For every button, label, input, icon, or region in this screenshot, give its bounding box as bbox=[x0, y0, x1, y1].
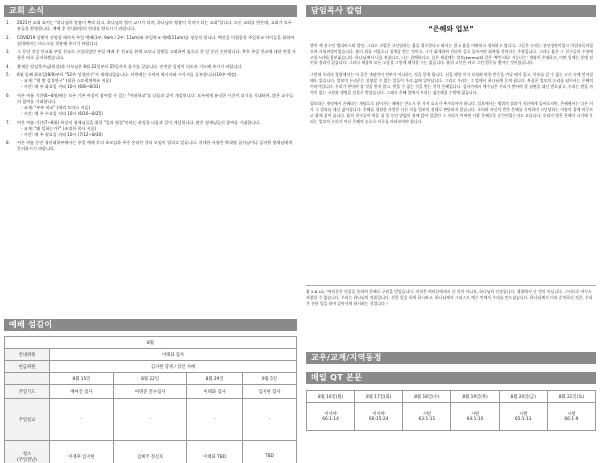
qt-ref: 66:15-24 bbox=[369, 417, 389, 422]
cleaning-label: 청소 (주일전날) bbox=[5, 441, 50, 463]
news-item-body bbox=[17, 120, 296, 138]
usher-value: 이태화 집사 bbox=[50, 349, 297, 361]
date-header: 8월 29일 bbox=[187, 373, 242, 385]
qt-date: 8월 19일(목) bbox=[451, 391, 499, 403]
qt-date: 8월 21일(토) bbox=[547, 391, 595, 403]
news-item-text: 황재중 담임목사님(원장)과 사모님은 8월 22일부터 25일까지 휴가를 갖습니다. 안전한 일정이 되도록 기도해 주시기 바랍니다. bbox=[17, 63, 243, 69]
qt-passage bbox=[403, 403, 451, 431]
news-section-header: 교회 소식 bbox=[4, 5, 297, 17]
usher-label: 안내위원 bbox=[5, 349, 50, 361]
daily-qt-table bbox=[306, 390, 596, 431]
community-news-header: 교우/교계/지역동정 bbox=[306, 352, 596, 364]
qt-ref: 65:1-13 bbox=[514, 417, 532, 422]
column-paragraph: 그런데 우리의 경험에서는 이 같은 개념만이 전부가 아니라는 것을 알게 됩니다. 선을 행한 이가 오히려 악한 반응을 만날 때가 있고, 이유를 알 수 없는 고난 속에 던져질 때도 있습니다. 업보의 논리로는 설명할 수 없는 일들이 우리 삶에 일어납니다. 그리고 우리는 그 앞에서 하나님께 묻게 됩니다. 복음은 업보의 논리를 넘어서는 은혜의 이야기입니다. 우리가 받아야 할 것을 받지 않고, 받을 수 없는 것을 받는 것이 은혜입니다. 십자가에서 예수님은 우리가 받아야 할 심판을 대신 받으셨고, 우리는 받을 자격이 없는 구원과 생명을 선물로 받았습니다. 그래서 은혜 앞에서 우리는 겸손해질 수밖에 없습니다. bbox=[310, 72, 593, 95]
prayer-cell: 배여진 집사 bbox=[50, 385, 114, 399]
qt-date: 8월 20일(금) bbox=[499, 391, 547, 403]
prayer-cell: 임지현 집사 bbox=[242, 385, 296, 399]
news-item-detail: - 교재: "책 별 성경연구" (월한 스트럭쳐북유 지음) bbox=[21, 78, 112, 84]
date-header: 8월 22일 bbox=[113, 373, 187, 385]
fellowship-label: 주일친교 bbox=[5, 399, 50, 441]
qt-ref: 64:1-10 bbox=[466, 417, 484, 422]
qt-book: 시편 bbox=[519, 412, 528, 417]
qt-passage bbox=[499, 403, 547, 431]
qt-book: 시편 bbox=[567, 412, 576, 417]
news-item-body bbox=[17, 64, 296, 70]
qt-book: 시편 bbox=[422, 412, 432, 417]
worship-servants-table bbox=[4, 336, 297, 463]
qt-ref: 63:1-11 bbox=[418, 417, 436, 422]
news-item-number: 5. bbox=[6, 72, 10, 78]
news-item-body bbox=[17, 49, 296, 61]
column-paragraph: 몇이 세 친구인 엘리바스와 빌닷, 그리고 소발은 고난당하는 욥을 위로한다고 와서는 결국 욥을 비판하고 정죄하고 맙니다. 그들은 논리는 권선징악이었고 자업자득이었으며 사필귀정이었습니다. 욥이 죄를 지었으니 징계를 받는 것이고, 그가 회개하여 진리의 길로 돌아서면 회복될 것이라는 주장입니다. 그러나 욥은 그 친구들의 주장에 고통스러워 울부짖습니다. 하나님께서 나를 치셨다고, 나는 결백하다고. 물론 세상에는 업보(karma)와 같은 '뿌린 대로 거둔다는' 개념이 존재하고, 어떤 일에는 분명 원인과 결과가 있습니다. 그러나 세상의 모든 고통을 그렇게 해석할 수는 없습니다. 욥의 고난은 바로 그런 범주를 벗어난 것이었습니다. bbox=[310, 43, 593, 66]
qt-passage bbox=[355, 403, 403, 431]
qt-ref: 66:1-14 bbox=[322, 417, 339, 422]
qt-book: 시편 bbox=[470, 412, 480, 417]
news-item-detail: - 시간: 매 주 수요일 저녁 10시 (6/16~8/25) bbox=[21, 110, 103, 116]
date-header: 9월 5일 bbox=[242, 373, 296, 385]
qt-date: 8월 18일(수) bbox=[403, 391, 451, 403]
news-item-number: 3. bbox=[6, 49, 10, 55]
news-item bbox=[6, 49, 296, 61]
news-item-body bbox=[17, 93, 296, 117]
offering-value: 김지원 형제 / 장진 자매 bbox=[50, 361, 297, 373]
news-item-body bbox=[17, 20, 296, 32]
news-item-number: 1. bbox=[6, 20, 10, 25]
qt-book: 이사야 bbox=[372, 412, 385, 417]
news-item bbox=[6, 20, 296, 32]
news-list bbox=[6, 20, 296, 155]
news-item-detail: - 교재: "왜 일하는가?" (조정한 목사 지음) bbox=[21, 125, 97, 131]
news-item bbox=[6, 64, 296, 70]
offering-label: 헌금위원 bbox=[5, 361, 50, 373]
column-title: “은혜와 업보” bbox=[428, 25, 474, 33]
daily-qt-header: 매일 QT 본문 bbox=[306, 372, 596, 384]
prayer-cell: 이태화 집사 bbox=[187, 385, 242, 399]
news-item bbox=[6, 140, 296, 152]
prayer-cell: 여명준 안수집사 bbox=[113, 385, 187, 399]
news-item bbox=[6, 72, 296, 90]
fellowship-cell: - bbox=[50, 399, 114, 441]
cleaning-cell: 김예주 정신호 bbox=[113, 441, 187, 463]
news-item-number: 2. bbox=[6, 34, 10, 40]
news-item bbox=[6, 120, 296, 138]
news-item-detail: - 시간: 매 주 화요일 저녁 10시 (6/8~8/31) bbox=[21, 84, 101, 90]
news-item-number: 4. bbox=[6, 63, 10, 69]
news-item-detail: - 교재: "부부 학교" (게리 토마스 지음) bbox=[21, 104, 91, 110]
news-item-number: 8. bbox=[6, 140, 10, 146]
qt-passage bbox=[547, 403, 595, 431]
news-item-number: 6. bbox=[6, 92, 10, 98]
month-cell: 8월 bbox=[5, 337, 297, 349]
news-item bbox=[6, 93, 296, 117]
news-item-text: COVID19 상황이 진정될 때까지 주일 예배(1부: 9am / 2부: 11am)와 주일학교 예배(11am)를 정상적 합니다. 백신을 미접종한 주일학교 아이들을 위하여 실내에서는 마스크를 착용해 주시기 바랍니다. bbox=[17, 34, 295, 46]
fellowship-cell: - bbox=[187, 399, 242, 441]
news-item-text: 6월 둘째 화요일(8/9)부터 "52주 성경연구"가 재개되었습니다. 이번에는 구약의 역사서와 시가서를 공부합니다(10주 예정). bbox=[17, 72, 238, 78]
news-item-body bbox=[17, 72, 296, 90]
news-item-text: 어른 여름 기간(7~8월) 특강의 형제님들을 위한 "일과 영성"이라는 과정을 다음과 같이 개설합니다. 많은 형제님들의 참여를 기대합니다. bbox=[17, 119, 261, 125]
fellowship-cell: - bbox=[242, 399, 296, 441]
news-item-text: 2021년 교회 표어는 "하나님의 말씀이 뿌리 되고, 하나님의 영이 교사가 되며, 하나님의 영광이 목적이 되는 교회"입니다. 모든 교회를 받은데, 교회가 모두 분들을 환영합니다. 예배 후 안내위원의 안내를 받으시기 바랍니다. bbox=[17, 20, 292, 31]
qt-date: 8월 17일(화) bbox=[355, 391, 403, 403]
news-item-text: 어른 여름 기간(6~8월)에는 모든 기본 여성이 참여할 수 있는 "아내학교"를 다음과 같이 개설합니다. 모두에게 유익한 시간이 되기를 기대하며, 많은 교우들의 참여를 기대합니다. bbox=[17, 92, 294, 104]
news-item-body bbox=[17, 140, 296, 152]
worship-section-header: 예배 섬김이 bbox=[4, 319, 297, 331]
cleaning-cell: TBD bbox=[242, 441, 296, 463]
cleaning-cell: 이재후 임지현 bbox=[50, 441, 114, 463]
qt-ref: 66:1-9 bbox=[564, 417, 579, 422]
date-header: 8월 15일 bbox=[50, 373, 114, 385]
column-verse: 욥 2:8-10, "여러분은 믿음을 통하여 은혜로 구원을 얻었습니다. 이것은 여러분에게서 난 것이 아니요, 하나님의 선물입니다. 행위에서 난 것이 아닙니다. 그러므로 아무도 자랑할 수 없습니다. 우리는 하나님의 작품입니다. 선한 일을 하게 하시려고, 하나님께서 그리스도 예수 안에서 우리를 만드셨습니다. 하나님께서 미리 준비하신 것은, 우리가 선한 일을 하며 살아가게 하시려는 것입니다." bbox=[306, 285, 596, 306]
news-item-number: 7. bbox=[6, 119, 10, 125]
qt-book: 이사야 bbox=[324, 412, 337, 417]
pastor-column-header: 담임목사 칼럼 bbox=[306, 5, 596, 17]
qt-passage bbox=[451, 403, 499, 431]
fellowship-cell: - bbox=[113, 399, 187, 441]
prayer-label: 주일기도 bbox=[5, 385, 50, 399]
news-item-detail: - 시간: 매 주 월요일 저녁 10시 (7/12~8/30) bbox=[21, 131, 103, 137]
date-header-empty bbox=[5, 373, 50, 385]
news-item-body bbox=[17, 35, 296, 47]
qt-date: 8월 16일(월) bbox=[307, 391, 355, 403]
cleaning-cell: 이태화 TBD bbox=[187, 441, 242, 463]
column-body bbox=[310, 43, 593, 131]
column-paragraph: 업보라는 개념에서 은혜라는 개념으로 넘어가는 때에는 반드시 한 가지 요소가 추가되어야 합니다. 업보에서는 행위의 결과가 자신에게 돌아오지만, 은혜에서는 다른 이가 그 결과를 대신 짊어집니다. 은혜를 경험한 사람은 다른 이를 업보의 잣대로 판단하지 않습니다. 오히려 자신이 받은 은혜를 기억하며 고난당하는 이웃의 곁에 머무르고 함께 울어 줍니다. 욥의 친구들이 처음 칠 일 동안 말없이 함께 앉아 있었던 그 자리가 어쩌면 가장 은혜로운 순간이었는지도 모릅니다. 우리가 받은 은혜가 크기에 우리는 업보의 논리가 아닌 은혜의 눈으로 서로를 바라보아야 합니다. bbox=[310, 101, 593, 124]
news-item-text: 어른 여름 동안 청년대학부에서는 주일 예배 후의 조모임과 주중 온라인 큐티 모임이 열리고 있습니다. 자세한 사항은 박대영 집사님이나 김지원 형제님에게 문의하시기 바랍니다. bbox=[17, 140, 293, 152]
news-item bbox=[6, 35, 296, 47]
news-item-text: 그 동안 건강 안교회 주일 친교로 구성되었던 주일 예배 후 친교를 현재 코로나 상황을 고려하여 임으로 한 달 동안 중단합니다. 추후 주일 친교에 대한 변경 사항은 따로 공지하겠습니다. bbox=[17, 49, 297, 61]
qt-passage bbox=[307, 403, 355, 431]
